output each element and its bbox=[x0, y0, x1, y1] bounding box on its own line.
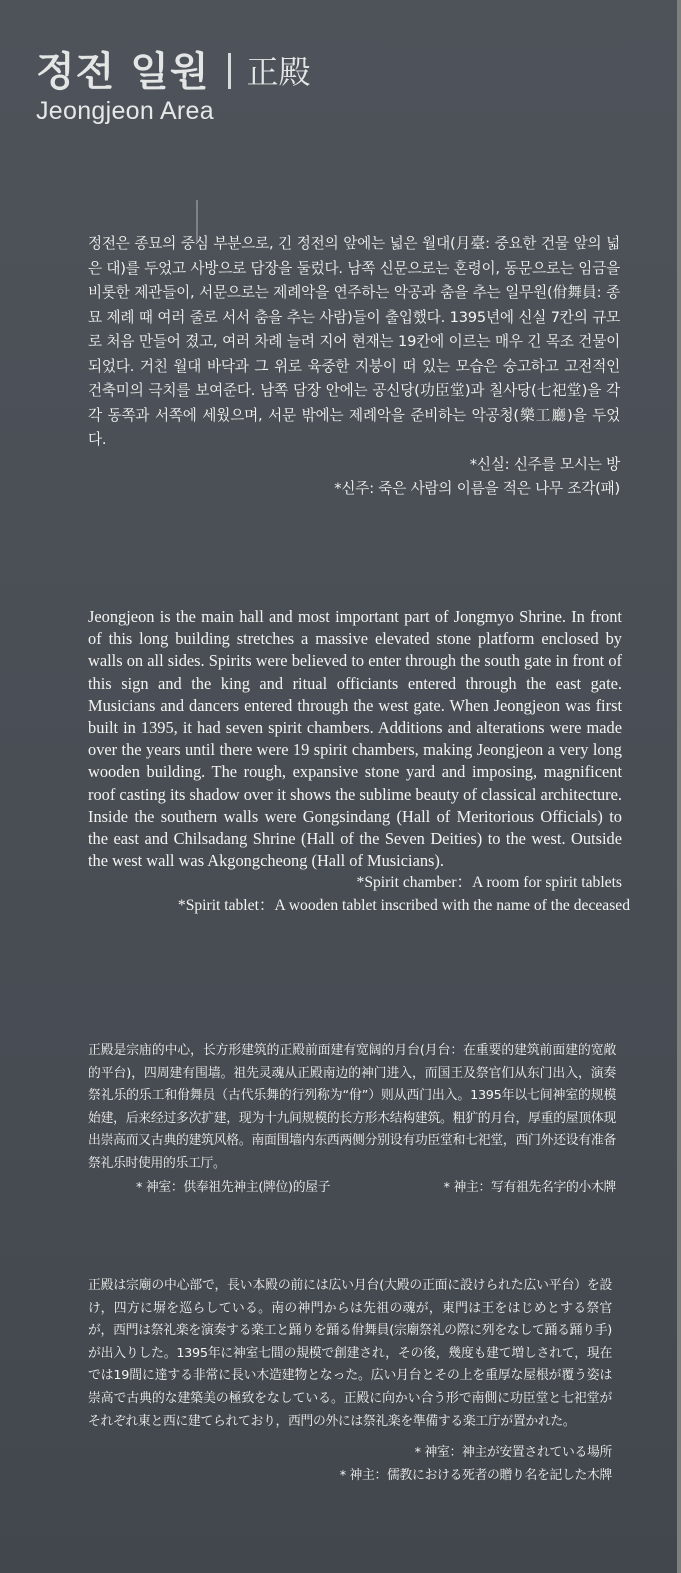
japanese-description bbox=[88, 1275, 612, 1487]
title-korean: 정전 일원 bbox=[36, 49, 210, 95]
chinese-note-spirit-tablet: * 神主：写有祖先名字的小木牌 bbox=[443, 1180, 616, 1195]
korean-note-spirit-tablet: *신주: 죽은 사람의 이름을 적은 나무 조각(패) bbox=[334, 480, 620, 497]
title-hanja: 正殿 bbox=[246, 53, 311, 91]
english-note-spirit-chamber: *Spirit chamber：A room for spirit tablets bbox=[356, 874, 622, 892]
title-divider bbox=[228, 53, 231, 89]
english-note-spirit-tablet: *Spirit tablet：A wooden tablet inscribed with the name of the deceased bbox=[177, 896, 630, 914]
japanese-body: 正殿は宗廟の中心部で，長い本殿の前には広い月台(大殿の正面に設けられた広い平台）を設け，四方に塀を巡らしている。南の神門からは先祖の魂が，東門は王をはじめとする祭官が，西門は祭礼楽を演奏する楽工と踊りを踊る佾舞員(宗廟祭礼の際に列をなして踊る踊り手)が出入りした。1395年に神室七間の規模で創建され，その後，幾度も建て増しされて，現在では19間に達する非常に長い木造建物となった。広い月台とその上を重厚な屋根が覆う姿は崇高で古典的な建築美の極致をなしている。正殿に向かい合う形で南側に功臣堂と七祀堂がそれぞれ東と西に建てられており，西門の外には祭礼楽を準備する楽工庁が置かれた。 bbox=[88, 1278, 612, 1429]
english-description bbox=[88, 606, 630, 917]
title-english: Jeongjeon Area bbox=[36, 97, 214, 125]
sign-edge bbox=[677, 0, 681, 1573]
chinese-description bbox=[88, 1040, 616, 1200]
japanese-note-spirit-chamber: * 神室：神主が安置されている場所 bbox=[414, 1445, 612, 1461]
spacer bbox=[88, 1433, 612, 1441]
japanese-note-spirit-tablet: * 神主：儒教における死者の贈り名を記した木牌 bbox=[339, 1468, 612, 1484]
english-body: Jeongjeon is the main hall and most important part of Jongmyo Shrine. In front of this long building stretches a massive elevated stone platform enclosed by walls on all sides. Spirits were believed to enter through the south gate in front of this sign and the king and ritual officiants entered through the east gate. Musicians and dancers entered through the west gate. When Jeongjeon was first built in 1395, it had seven spirit chambers. Additions and alterations were made over the years until there were 19 spirit chambers, making Jeongjeon a very long wooden building. The rough, expansive stone yard and imposing, magnificent roof casting its shadow over it shows the sublime beauty of classical architecture. Inside the southern walls were Gongsindang (Hall of Meritorious Officials) to the east and Chilsadang Shrine (Hall of the Seven Deities) to the west. Outside the west wall was Akgongcheong (Hall of Musicians). bbox=[88, 607, 622, 871]
title-block bbox=[36, 40, 311, 126]
korean-note-spirit-chamber: *신실: 신주를 모시는 방 bbox=[469, 455, 620, 473]
chinese-body: 正殿是宗庙的中心，长方形建筑的正殿前面建有宽阔的月台(月台：在重要的建筑前面建的宽敞的平台)，四周建有围墙。祖先灵魂从正殿南边的神门进入，而国王及祭官们从东门出入，演奏祭礼乐的乐工和佾舞员（古代乐舞的行列称为“佾”）则从西门出入。1395年以七间神室的规模始建，后来经过多次扩建，现为十九间规模的长方形木结构建筑。粗犷的月台，厚重的屋顶体现出崇高而又古典的建筑风格。南面围墙内东西两侧分别设有功臣堂和七祀堂，西门外还设有准备祭礼乐时使用的乐工厅。 bbox=[88, 1043, 616, 1171]
korean-body: 정전은 종묘의 중심 부분으로, 긴 정전의 앞에는 넓은 월대(月臺: 중요한 건물 앞의 넓은 대)를 두었고 사방으로 담장을 둘렀다. 남쪽 신문으로는 혼령이, 동문으로는 임금을 비롯한 제관들이, 서문으로는 제례악을 연주하는 악공과 춤을 추는 일무원(佾舞員: 종묘 제례 때 여러 줄로 서서 춤을 추는 사람)들이 출입했다. 1395년에 신실 7칸의 규모로 처음 만들어 졌고, 여러 차례 늘려 지어 현재는 19칸에 이르는 매우 긴 목조 건물이 되었다. 거친 월대 바닥과 그 위로 육중한 지붕이 떠 있는 모습은 숭고하고 고전적인 건축미의 극치를 보여준다. 남쪽 담장 안에는 공신당(功臣堂)과 칠사당(七祀堂)을 각각 동쪽과 서쪽에 세웠으며, 서문 밖에는 제례악을 준비하는 악공청(樂工廳)을 두었다. bbox=[88, 235, 620, 448]
chinese-notes bbox=[88, 1177, 616, 1200]
title-line bbox=[36, 40, 311, 97]
chinese-note-spirit-chamber: * 神室：供奉祖先神主(牌位)的屋子 bbox=[136, 1180, 331, 1195]
korean-description bbox=[88, 232, 620, 502]
